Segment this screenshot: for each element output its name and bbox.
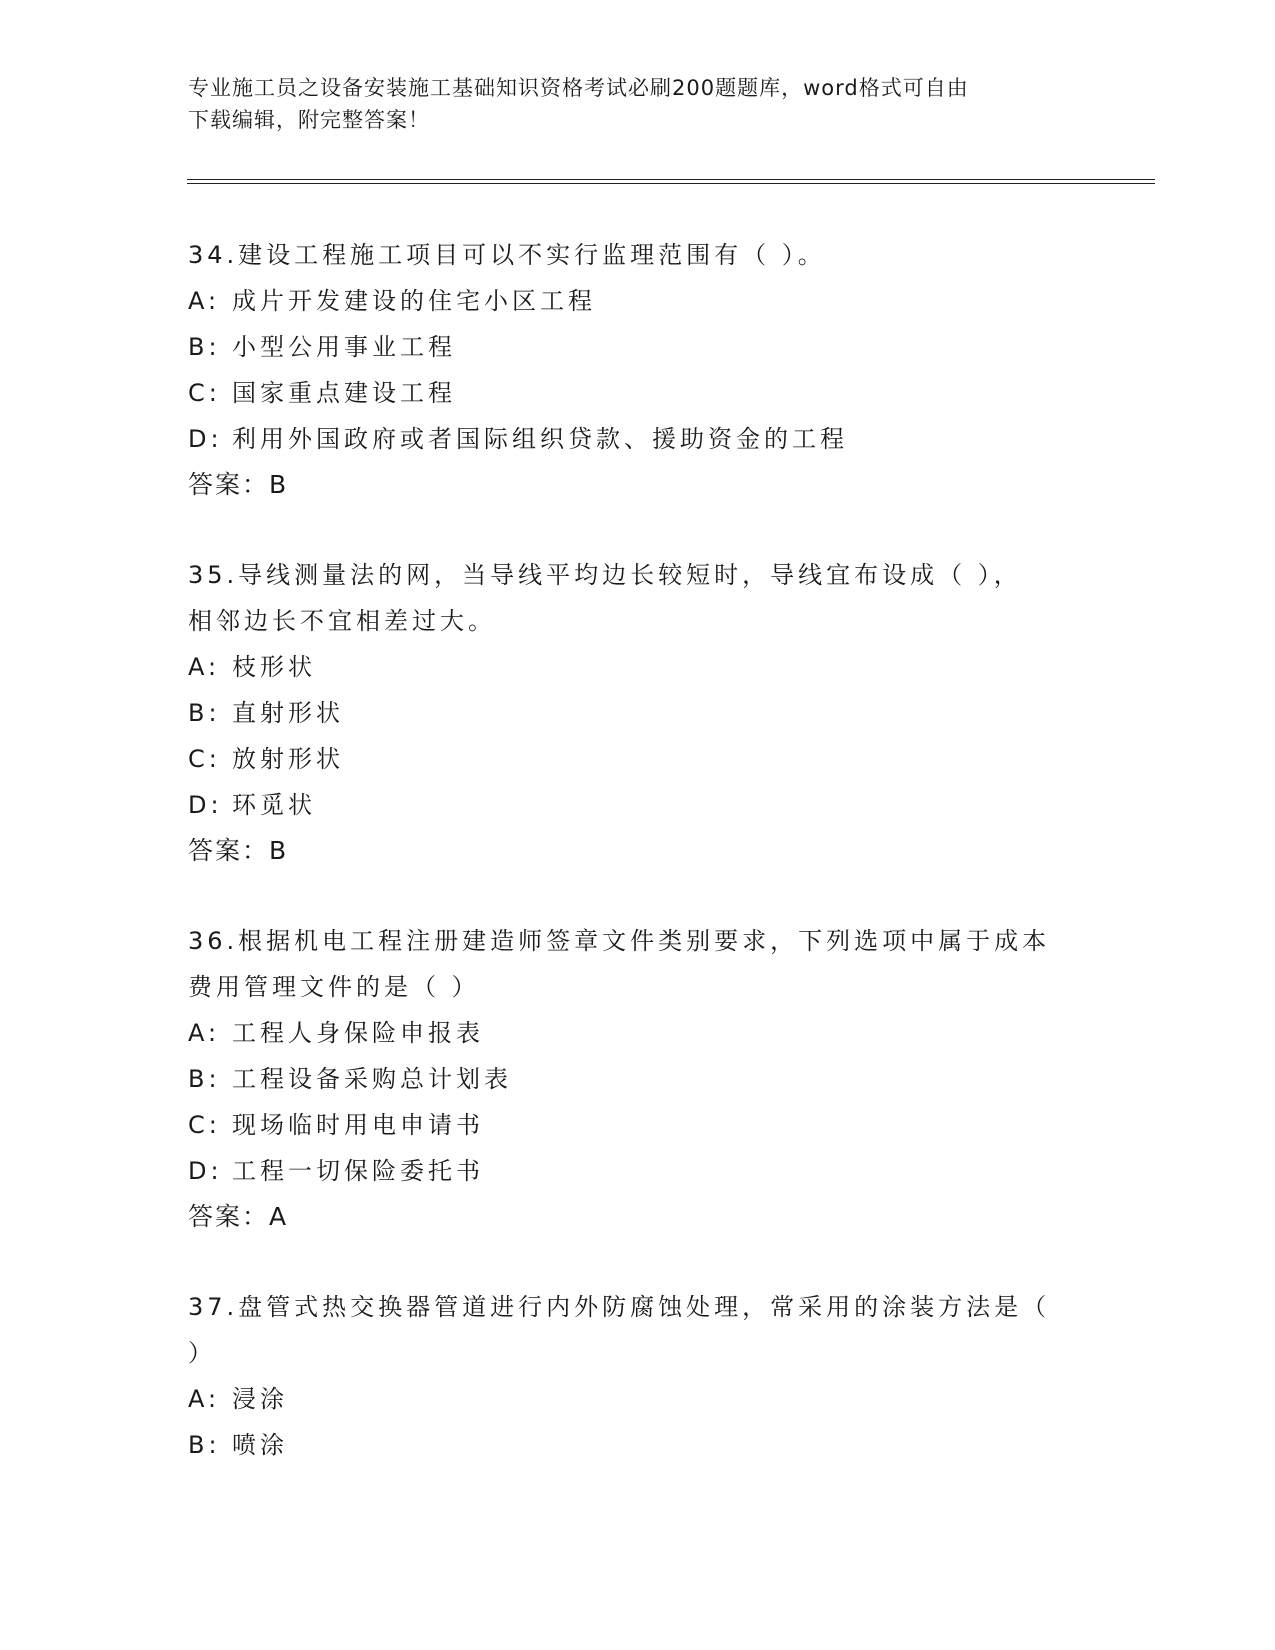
answer-line: 答案：B (188, 836, 289, 865)
option-b (188, 690, 1088, 736)
option-c (188, 1102, 1088, 1148)
option-c (188, 370, 1088, 416)
stem-line: 相邻边长不宜相差过大。 (188, 607, 496, 635)
option-text: 利用外国政府或者国际组织贷款、援助资金的工程 (232, 425, 848, 453)
header-divider-bottom (187, 183, 1155, 184)
option-text: 现场临时用电申请书 (232, 1111, 484, 1139)
option-text: 小型公用事业工程 (232, 333, 456, 361)
question-stem (188, 1284, 1088, 1376)
document-header (188, 72, 1088, 136)
stem-line: 费用管理文件的是（ ） (188, 973, 480, 1001)
question-list (188, 232, 1088, 1512)
stem-line: ） (188, 1339, 216, 1367)
option-d (188, 782, 1088, 828)
stem-line: 34.建设工程施工项目可以不实行监理范围有（ ）。 (188, 241, 826, 269)
option-d (188, 1148, 1088, 1194)
stem-line: 37.盘管式热交换器管道进行内外防腐蚀处理，常采用的涂装方法是（ (188, 1293, 1051, 1321)
question-34 (188, 232, 1088, 508)
option-text: 枝形状 (232, 653, 316, 681)
option-letter: B: (188, 1065, 221, 1093)
option-text: 工程一切保险委托书 (232, 1157, 484, 1185)
option-text: 喷涂 (232, 1431, 288, 1459)
option-a (188, 1010, 1088, 1056)
question-stem (188, 918, 1088, 1010)
option-letter: C: (188, 745, 221, 773)
option-letter: D: (188, 791, 223, 819)
option-letter: B: (188, 333, 221, 361)
option-b (188, 1422, 1088, 1468)
stem-line: 36.根据机电工程注册建造师签章文件类别要求，下列选项中属于成本 (188, 927, 1051, 955)
option-letter: A: (188, 287, 221, 315)
option-d (188, 416, 1088, 462)
option-b (188, 324, 1088, 370)
option-text: 放射形状 (232, 745, 344, 773)
option-text: 工程设备采购总计划表 (232, 1065, 512, 1093)
option-text: 环觅状 (232, 791, 316, 819)
option-a (188, 1376, 1088, 1422)
stem-line: 35.导线测量法的网，当导线平均边长较短时，导线宜布设成（ ）， (188, 561, 1022, 589)
question-stem (188, 232, 1088, 278)
option-letter: B: (188, 699, 221, 727)
option-a (188, 278, 1088, 324)
header-line-1: 专业施工员之设备安装施工基础知识资格考试必刷200题题库，word格式可自由 (188, 76, 969, 100)
option-text: 成片开发建设的住宅小区工程 (232, 287, 596, 315)
option-text: 国家重点建设工程 (232, 379, 456, 407)
option-b (188, 1056, 1088, 1102)
option-a (188, 644, 1088, 690)
option-text: 工程人身保险申报表 (232, 1019, 484, 1047)
option-letter: D: (188, 1157, 223, 1185)
answer-line: 答案：A (188, 1202, 289, 1231)
question-stem (188, 552, 1088, 644)
option-letter: D: (188, 425, 223, 453)
question-36 (188, 918, 1088, 1240)
option-letter: A: (188, 1019, 221, 1047)
answer-line: 答案：B (188, 470, 289, 499)
option-letter: B: (188, 1431, 221, 1459)
option-text: 浸涂 (232, 1385, 288, 1413)
option-c (188, 736, 1088, 782)
header-line-2: 下载编辑，附完整答案！ (188, 108, 430, 132)
option-text: 直射形状 (232, 699, 344, 727)
option-letter: A: (188, 653, 221, 681)
header-divider-top (187, 179, 1155, 180)
option-letter: C: (188, 379, 221, 407)
option-letter: C: (188, 1111, 221, 1139)
question-37 (188, 1284, 1088, 1468)
question-35 (188, 552, 1088, 874)
option-letter: A: (188, 1385, 221, 1413)
